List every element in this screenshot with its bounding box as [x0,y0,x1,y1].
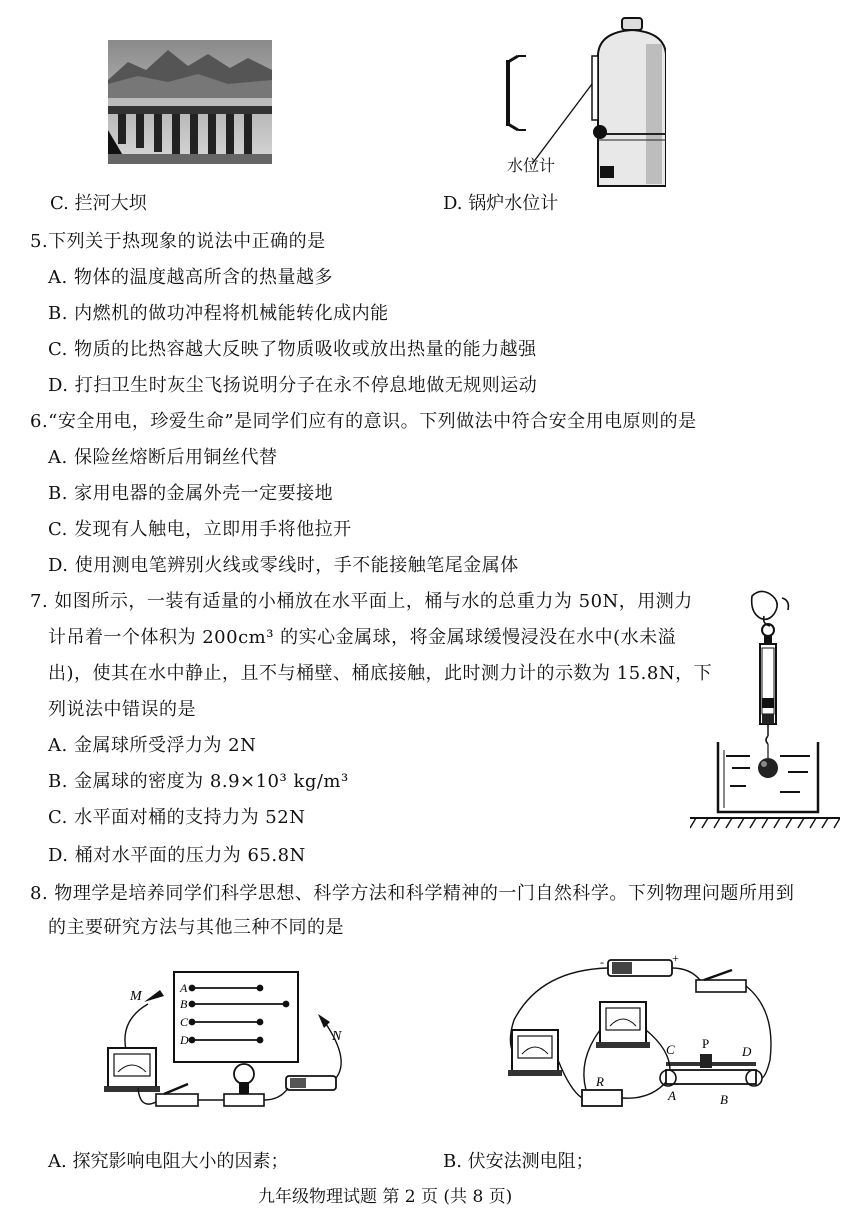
q7-stem-line-4: 列说法中错误的是 [48,699,196,720]
wire-label-d: D [180,1033,189,1047]
q7-stem-line-1: 7. 如图所示，一装有适量的小桶放在水平面上，桶与水的总重力为 50N，用测力 [30,591,693,612]
spring-scale-bucket-figure [690,588,840,834]
figure-c-caption: C. 拦河大坝 [50,193,147,214]
q7-stem-line-2: 计吊着一个体积为 200cm³ 的实心金属球，将金属球缓慢浸没在水中(水未溢 [48,627,677,648]
label-p: P [702,1036,710,1051]
q8-stem-line-1: 8. 物理学是培养同学们科学思想、科学方法和科学精神的一门自然科学。下列物理问题所用到 [30,883,795,904]
q5-stem: 5.下列关于热现象的说法中正确的是 [30,231,326,252]
q7-stem-line-3: 出)，使其在水中静止，且不与桶壁、桶底接触，此时测力计的示数为 15.8N，下 [48,663,713,684]
dam-photo [108,40,272,164]
q6-stem: 6.“安全用电，珍爱生命”是同学们应有的意识。下列做法中符合安全用电原则的是 [30,411,697,432]
page-footer: 九年级物理试题 第 2 页 (共 8 页) [258,1187,513,1207]
label-d: D [742,1044,752,1059]
q6-option-b: B. 家用电器的金属外壳一定要接地 [48,483,334,504]
resistance-factors-figure [100,960,360,1120]
figure-b-caption: B. 伏安法测电阻； [443,1151,594,1172]
q7-option-c: C. 水平面对桶的支持力为 52N [48,807,306,828]
label-b: B [720,1092,728,1107]
clip-label-m: M [130,989,142,1004]
water-level-gauge-label: 水位计 [507,156,556,175]
q5-option-b: B. 内燃机的做功冲程将机械能转化成内能 [48,303,389,324]
label-a: A [668,1088,676,1103]
q8-stem-line-2: 的主要研究方法与其他三种不同的是 [48,917,344,938]
q5-option-a: A. 物体的温度越高所含的热量越多 [48,267,333,288]
q5-option-c: C. 物质的比热容越大反映了物质吸收或放出热量的能力越强 [48,339,537,360]
q5-option-d: D. 打扫卫生时灰尘飞扬说明分子在永不停息地做无规则运动 [48,375,538,396]
voltammetry-figure [500,950,780,1122]
label-c: C [666,1042,675,1057]
q6-option-a: A. 保险丝熔断后用铜丝代替 [48,447,278,468]
figure-d-caption: D. 锅炉水位计 [443,193,559,214]
svg-text:+: + [672,951,679,965]
svg-text:-: - [600,955,604,969]
wire-label-a: A [180,981,188,995]
clip-label-n: N [332,1029,342,1044]
q6-option-d: D. 使用测电笔辨别火线或零线时，手不能接触笔尾金属体 [48,555,519,576]
label-r: R [596,1074,604,1089]
wire-label-c: C [180,1015,189,1029]
wire-label-b: B [180,997,188,1011]
q7-option-b: B. 金属球的密度为 8.9×10³ kg/m³ [48,771,349,792]
q7-option-a: A. 金属球所受浮力为 2N [48,735,257,756]
q7-option-d: D. 桶对水平面的压力为 65.8N [48,845,306,866]
figure-a-caption: A. 探究影响电阻大小的因素； [48,1151,289,1172]
q6-option-c: C. 发现有人触电，立即用手将他拉开 [48,519,352,540]
